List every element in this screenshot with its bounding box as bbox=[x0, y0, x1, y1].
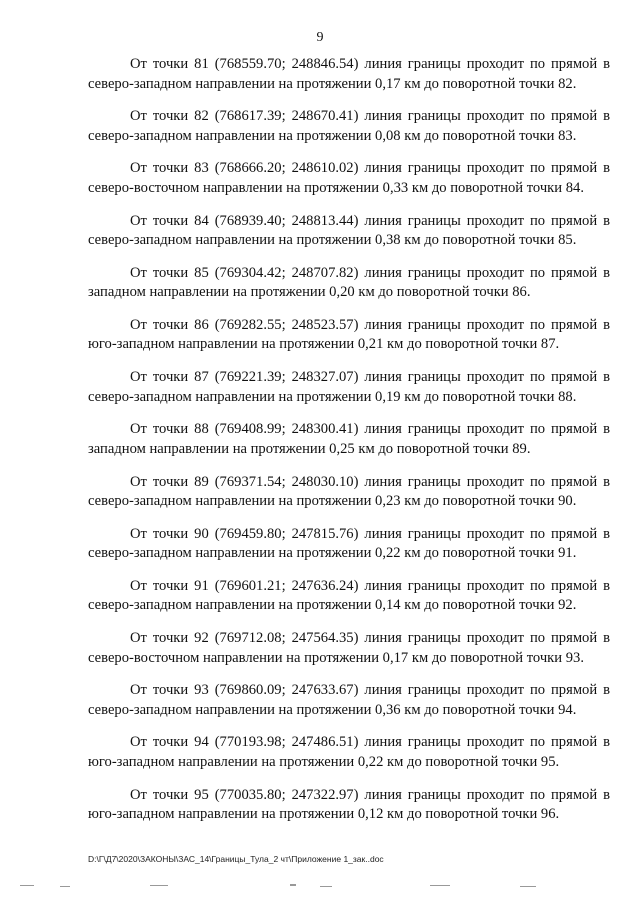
paragraph-point-89: От точки 89 (769371.54; 248030.10) линия границы проходит по прямой в северо-западном направлении на протяжении 0,23 км до поворотной точки 90. bbox=[88, 473, 610, 509]
paragraph-point-84: От точки 84 (768939.40; 248813.44) линия границы проходит по прямой в северо-западном направлении на протяжении 0,38 км до поворотной точки 85. bbox=[88, 212, 610, 249]
paragraph-point-93: От точки 93 (769860.09; 247633.67) линия границы проходит по прямой в северо-западном направлении на протяжении 0,36 км до поворотной точки 94. bbox=[88, 682, 610, 718]
paragraph-point-88: От точки 88 (769408.99; 248300.41) линия границы проходит по прямой в западном направлении на протяжении 0,25 км до поворотной точки 89. bbox=[88, 421, 610, 457]
paragraph-point-91: От точки 91 (769601.21; 247636.24) линия границы проходит по прямой в северо-западном направлении на протяжении 0,14 км до поворотной точки 92. bbox=[88, 577, 610, 614]
paragraph-point-82: От точки 82 (768617.39; 248670.41) линия границы проходит по прямой в северо-западном направлении на протяжении 0,08 км до поворотной точки 83. bbox=[88, 108, 610, 144]
paragraph-point-90: От точки 90 (769459.80; 247815.76) линия границы проходит по прямой в северо-западном направлении на протяжении 0,22 км до поворотной точки 91. bbox=[88, 525, 610, 562]
paragraph-point-86: От точки 86 (769282.55; 248523.57) линия границы проходит по прямой в юго-западном направлении на протяжении 0,21 км до поворотной точки 87. bbox=[88, 316, 610, 353]
paragraph-point-94: От точки 94 (770193.98; 247486.51) линия границы проходит по прямой в юго-западном направлении на протяжении 0,22 км до поворотной точки 95. bbox=[88, 734, 610, 770]
boundary-description bbox=[88, 55, 610, 838]
file-path-footer: D:\Г\Д7\2020\ЗАКОНЫ\ЗАС_14\Границы_Тула_2 чт\Приложение 1_зак..doc bbox=[88, 854, 384, 864]
scan-noise bbox=[0, 880, 640, 892]
paragraph-point-87: От точки 87 (769221.39; 248327.07) линия границы проходит по прямой в северо-западном направлении на протяжении 0,19 км до поворотной точки 88. bbox=[88, 369, 610, 405]
paragraph-point-81: От точки 81 (768559.70; 248846.54) линия границы проходит по прямой в северо-западном направлении на протяжении 0,17 км до поворотной точки 82. bbox=[88, 56, 610, 92]
paragraph-point-95: От точки 95 (770035.80; 247322.97) линия границы проходит по прямой в юго-западном направлении на протяжении 0,12 км до поворотной точки 96. bbox=[88, 786, 610, 823]
page-number: 9 bbox=[316, 30, 324, 45]
paragraph-point-83: От точки 83 (768666.20; 248610.02) линия границы проходит по прямой в северо-восточном направлении на протяжении 0,33 км до поворотной точки 84. bbox=[88, 160, 610, 196]
paragraph-point-85: От точки 85 (769304.42; 248707.82) линия границы проходит по прямой в западном направлении на протяжении 0,20 км до поворотной точки 86. bbox=[88, 264, 610, 301]
paragraph-point-92: От точки 92 (769712.08; 247564.35) линия границы проходит по прямой в северо-восточном направлении на протяжении 0,17 км до поворотной точки 93. bbox=[88, 630, 610, 666]
